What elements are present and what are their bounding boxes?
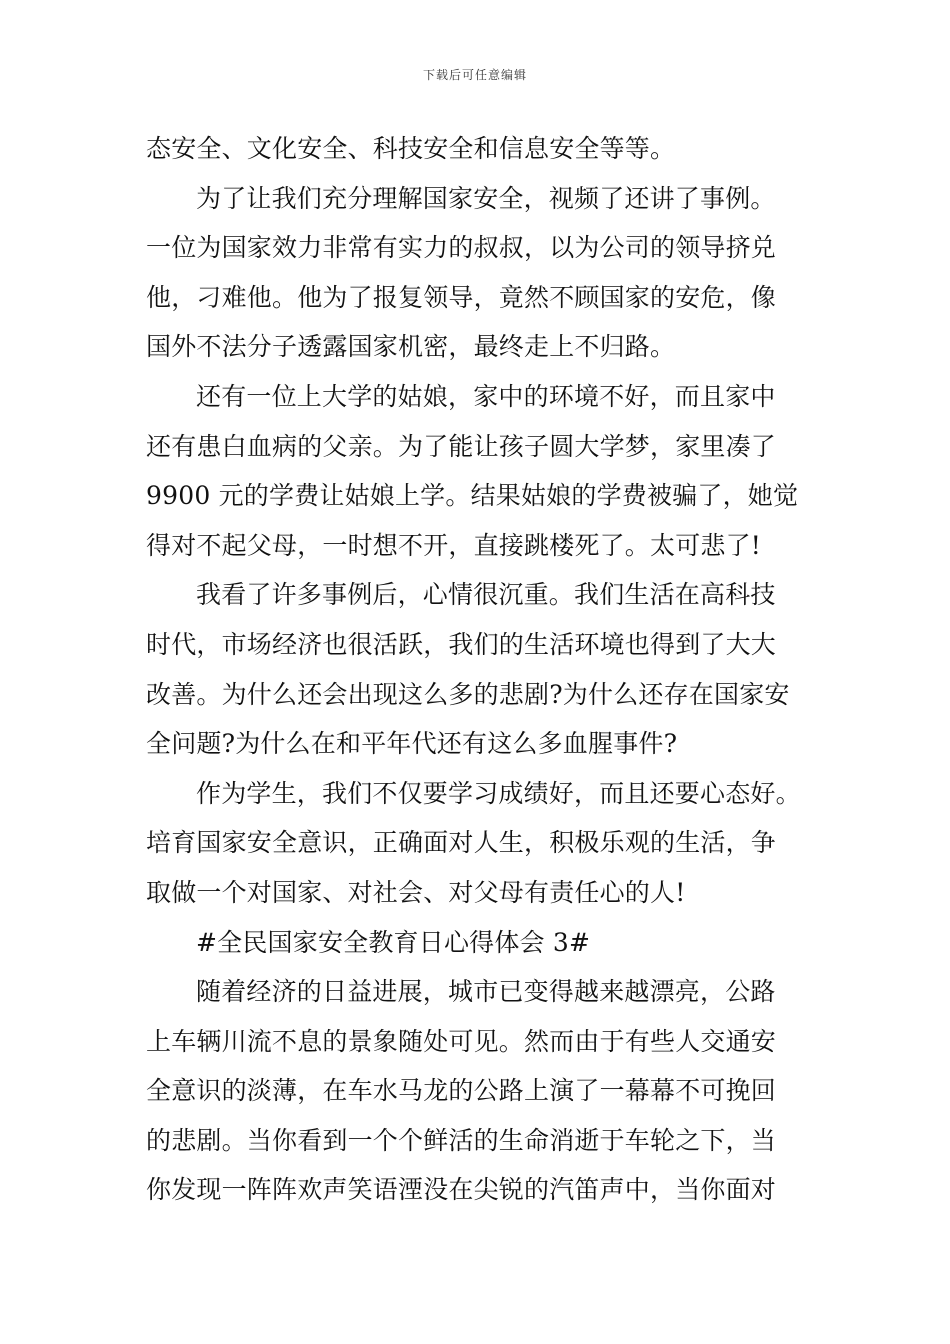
- page-header: 下载后可任意编辑: [422, 68, 527, 82]
- text-line: 全意识的淡薄，在车水马龙的公路上演了一幕幕不可挽回: [146, 1076, 777, 1106]
- text-line: 时代，市场经济也很活跃，我们的生活环境也得到了大大: [146, 629, 777, 659]
- text-line: 我看了许多事例后，心情很沉重。我们生活在高科技: [196, 580, 776, 610]
- document-body: [146, 124, 816, 1215]
- text-line: 还有患白血病的父亲。为了能让孩子圆大学梦，家里凑了: [146, 431, 777, 461]
- text-line: 全问题?为什么在和平年代还有这么多血腥事件?: [146, 729, 678, 759]
- text-line: 态安全、文化安全、科技安全和信息安全等等。: [146, 134, 676, 163]
- text-line: 9900 元的学费让姑娘上学。结果姑娘的学费被骗了，她觉: [146, 481, 799, 511]
- text-line: 为了让我们充分理解国家安全，视频了还讲了事例。: [196, 183, 776, 213]
- text-line: 取做一个对国家、对社会、对父母有责任心的人!: [146, 877, 686, 907]
- text-line: 国外不法分子透露国家机密，最终走上不归路。: [146, 332, 676, 362]
- section-heading: #全民国家安全教育日心得体会 3#: [196, 927, 591, 957]
- text-line: 你发现一阵阵欢声笑语湮没在尖锐的汽笛声中，当你面对: [146, 1175, 777, 1205]
- text-line: 作为学生，我们不仅要学习成绩好，而且还要心态好。: [196, 778, 801, 808]
- text-line: 随着经济的日益进展，城市已变得越来越漂亮，公路: [196, 977, 776, 1007]
- text-line: 还有一位上大学的姑娘，家中的环境不好，而且家中: [196, 381, 776, 411]
- text-line: 得对不起父母，一时想不开，直接跳楼死了。太可悲了!: [146, 530, 762, 560]
- text-line: 改善。为什么还会出现这么多的悲剧?为什么还存在国家安: [146, 679, 790, 709]
- text-line: 培育国家安全意识，正确面对人生，积极乐观的生活，争: [146, 828, 777, 858]
- text-line: 的悲剧。当你看到一个个鲜活的生命消逝于车轮之下，当: [146, 1125, 777, 1155]
- text-line: 一位为国家效力非常有实力的叔叔，以为公司的领导挤兑: [146, 233, 777, 263]
- text-line: 上车辆川流不息的景象随处可见。然而由于有些人交通安: [146, 1026, 777, 1056]
- text-line: 他，刁难他。他为了报复领导，竟然不顾国家的安危，像: [146, 282, 777, 312]
